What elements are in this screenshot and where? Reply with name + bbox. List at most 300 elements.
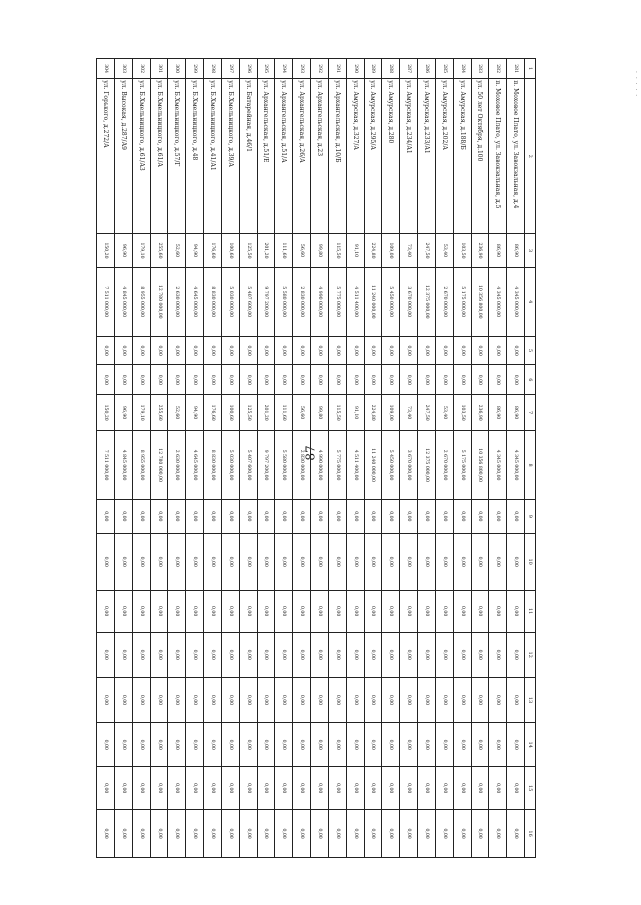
address-cell: ул. Архангельская, д.51/А: [275, 79, 293, 234]
table-cell: 179,10: [132, 395, 150, 431]
table-cell: 0,00: [114, 336, 132, 365]
column-header: 8: [525, 431, 536, 500]
table-cell: 0,00: [328, 677, 346, 722]
table-cell: 0,00: [275, 590, 293, 632]
table-cell: 0,00: [293, 365, 311, 395]
table-cell: 0,00: [221, 723, 239, 767]
table-cell: 53,40: [435, 234, 453, 267]
table-cell: 5 450 000,00: [382, 431, 400, 500]
table-cell: 0,00: [507, 590, 525, 632]
table-cell: 0,00: [471, 767, 489, 810]
table-cell: 0,00: [382, 365, 400, 395]
table-container: [96, 58, 536, 858]
table-cell: 0,00: [221, 500, 239, 533]
table-cell: 4 345 000,00: [489, 267, 507, 336]
table-row: [471, 59, 489, 858]
table-cell: 0,00: [418, 677, 436, 722]
table-cell: 0,00: [418, 723, 436, 767]
table-cell: 0,00: [257, 677, 275, 722]
table-cell: 0,00: [400, 632, 418, 677]
table-cell: 0,00: [257, 500, 275, 533]
table-cell: 0,00: [97, 365, 115, 395]
table-cell: 8 830 000,00: [204, 431, 222, 500]
table-cell: 0,00: [97, 632, 115, 677]
table-cell: 0,00: [328, 336, 346, 365]
table-cell: 0,00: [507, 677, 525, 722]
table-cell: 4 990 000,00: [311, 431, 329, 500]
column-header: 1: [525, 59, 536, 79]
table-cell: 0,00: [132, 677, 150, 722]
table-cell: 0,00: [382, 632, 400, 677]
table-cell: 0,00: [275, 723, 293, 767]
table-cell: 0,00: [471, 336, 489, 365]
table-cell: 0,00: [364, 533, 382, 590]
table-cell: 3 670 000,00: [400, 431, 418, 500]
table-cell: 0,00: [275, 677, 293, 722]
table-cell: 290: [346, 59, 364, 79]
table-cell: 0,00: [364, 590, 382, 632]
table-cell: 0,00: [328, 810, 346, 858]
table-cell: 201,20: [257, 234, 275, 267]
table-cell: 0,00: [471, 677, 489, 722]
table-cell: 100,60: [221, 395, 239, 431]
column-header: 15: [525, 767, 536, 810]
table-cell: 96,90: [114, 234, 132, 267]
table-cell: 0,00: [328, 500, 346, 533]
table-cell: 0,00: [435, 723, 453, 767]
table-cell: 284: [453, 59, 471, 79]
table-cell: 0,00: [507, 336, 525, 365]
table-cell: 73,40: [400, 234, 418, 267]
column-header: 12: [525, 632, 536, 677]
table-cell: 7 511 000,00: [97, 431, 115, 500]
table-cell: 0,00: [132, 810, 150, 858]
table-cell: 0,00: [507, 632, 525, 677]
table-cell: 0,00: [489, 533, 507, 590]
table-cell: 0,00: [186, 810, 204, 858]
table-cell: 0,00: [168, 632, 186, 677]
table-cell: 0,00: [221, 810, 239, 858]
table-cell: 94,90: [186, 395, 204, 431]
table-cell: 0,00: [382, 336, 400, 365]
table-cell: 282: [489, 59, 507, 79]
address-cell: ул. Амурская, д.327/А: [346, 79, 364, 234]
table-cell: 0,00: [382, 590, 400, 632]
table-cell: 0,00: [239, 500, 257, 533]
table-cell: 150,20: [97, 234, 115, 267]
column-header: 4: [525, 267, 536, 336]
table-cell: 0,00: [204, 365, 222, 395]
table-cell: 0,00: [114, 533, 132, 590]
table-cell: 0,00: [150, 767, 168, 810]
table-cell: 0,00: [400, 767, 418, 810]
table-cell: 0,00: [132, 533, 150, 590]
table-cell: 0,00: [507, 767, 525, 810]
table-cell: 4 345 000,00: [489, 431, 507, 500]
table-cell: 0,00: [382, 810, 400, 858]
table-cell: 4 345 000,00: [507, 267, 525, 336]
address-cell: ул. Горького, д.272/А: [97, 79, 115, 234]
table-cell: 111,60: [275, 395, 293, 431]
table-cell: 0,00: [239, 365, 257, 395]
table-cell: 281: [507, 59, 525, 79]
table-cell: 0,00: [382, 677, 400, 722]
table-cell: 0,00: [311, 723, 329, 767]
table-cell: 0,00: [364, 365, 382, 395]
table-row: [453, 59, 471, 858]
table-cell: 0,00: [150, 677, 168, 722]
table-cell: 0,00: [132, 590, 150, 632]
address-cell: ул. Высокая, д.287/А9: [114, 79, 132, 234]
table-cell: 0,00: [453, 723, 471, 767]
table-cell: 301: [150, 59, 168, 79]
table-cell: 2 830 000,00: [293, 431, 311, 500]
column-header: 3: [525, 234, 536, 267]
table-cell: 0,00: [114, 723, 132, 767]
table-row: [418, 59, 436, 858]
table-cell: 201,20: [257, 395, 275, 431]
table-cell: 0,00: [435, 767, 453, 810]
table-cell: 0,00: [204, 590, 222, 632]
table-cell: 0,00: [275, 632, 293, 677]
table-cell: 302: [132, 59, 150, 79]
table-row: [400, 59, 418, 858]
table-cell: 94,90: [186, 234, 204, 267]
table-cell: 56,60: [293, 395, 311, 431]
table-cell: 111,60: [275, 234, 293, 267]
table-cell: 86,90: [489, 234, 507, 267]
table-body: [97, 59, 525, 858]
table-cell: 9 797 200,00: [257, 431, 275, 500]
address-cell: ул. Амурская, д.280: [382, 79, 400, 234]
table-cell: 289: [364, 59, 382, 79]
table-cell: 0,00: [471, 590, 489, 632]
table-cell: 9 797 200,00: [257, 267, 275, 336]
table-cell: 12 780 000,00: [150, 267, 168, 336]
table-cell: 0,00: [114, 632, 132, 677]
table-cell: 0,00: [435, 810, 453, 858]
table-cell: 0,00: [97, 500, 115, 533]
table-cell: 0,00: [186, 533, 204, 590]
table-row: [221, 59, 239, 858]
address-cell: ул. Амурская, д.295/А: [364, 79, 382, 234]
table-cell: 0,00: [239, 810, 257, 858]
table-cell: 0,00: [400, 590, 418, 632]
table-cell: 0,00: [328, 767, 346, 810]
table-cell: 52,60: [168, 234, 186, 267]
table-cell: 0,00: [418, 590, 436, 632]
table-cell: 247,50: [418, 234, 436, 267]
table-cell: 0,00: [364, 810, 382, 858]
table-cell: 285: [435, 59, 453, 79]
table-cell: 4 990 000,00: [311, 267, 329, 336]
table-cell: 0,00: [168, 677, 186, 722]
address-cell: ул. 50 лет Октября, д.100: [471, 79, 489, 234]
table-cell: 115,50: [328, 234, 346, 267]
table-cell: 0,00: [204, 336, 222, 365]
table-cell: 0,00: [364, 677, 382, 722]
address-cell: ул. Архангельская, д.26/А: [293, 79, 311, 234]
table-cell: 179,10: [132, 234, 150, 267]
table-cell: 0,00: [328, 632, 346, 677]
table-cell: 0,00: [293, 500, 311, 533]
page-number: 87: [303, 445, 318, 461]
table-cell: 0,00: [132, 723, 150, 767]
table-cell: 0,00: [328, 590, 346, 632]
table-cell: 103,50: [453, 395, 471, 431]
table-cell: 7 511 000,00: [97, 267, 115, 336]
table-row: [382, 59, 400, 858]
table-cell: 0,00: [221, 767, 239, 810]
table-cell: 86,90: [489, 395, 507, 431]
table-cell: 0,00: [489, 723, 507, 767]
table-cell: 0,00: [328, 365, 346, 395]
table-cell: 0,00: [221, 336, 239, 365]
table-cell: 0,00: [293, 632, 311, 677]
table-cell: 0,00: [275, 365, 293, 395]
address-cell: ул. Б.Хмельницкого, д.61/А: [150, 79, 168, 234]
address-cell: ул. Б.Хмельницкого, д.61/А3: [132, 79, 150, 234]
table-cell: 0,00: [453, 677, 471, 722]
table-cell: 0,00: [204, 723, 222, 767]
table-cell: 0,00: [132, 365, 150, 395]
table-cell: 0,00: [471, 810, 489, 858]
table-cell: 5 450 000,00: [382, 267, 400, 336]
table-cell: 0,00: [168, 723, 186, 767]
table-cell: 0,00: [293, 767, 311, 810]
table-cell: 0,00: [186, 632, 204, 677]
table-cell: 12 375 000,00: [418, 267, 436, 336]
table-cell: 0,00: [186, 767, 204, 810]
table-cell: 299: [186, 59, 204, 79]
table-cell: 86,90: [507, 395, 525, 431]
table-row: [346, 59, 364, 858]
table-cell: 255,60: [150, 234, 168, 267]
column-header: 13: [525, 677, 536, 722]
table-cell: 109,00: [382, 234, 400, 267]
table-cell: 0,00: [418, 767, 436, 810]
table-cell: 11 240 000,00: [364, 267, 382, 336]
table-cell: 0,00: [97, 767, 115, 810]
table-cell: 0,00: [328, 723, 346, 767]
table-cell: 0,00: [239, 336, 257, 365]
table-cell: 4 845 000,00: [114, 431, 132, 500]
table-cell: 0,00: [435, 365, 453, 395]
table-cell: 0,00: [418, 365, 436, 395]
table-cell: 0,00: [114, 500, 132, 533]
table-cell: 0,00: [346, 677, 364, 722]
table-cell: 8 955 000,00: [132, 431, 150, 500]
table-cell: 91,10: [346, 234, 364, 267]
table-cell: 0,00: [507, 500, 525, 533]
address-cell: ул. Б.Хмельницкого, д.57/Г: [168, 79, 186, 234]
table-cell: 0,00: [97, 336, 115, 365]
address-cell: ул. Б.Хмельницкого, д.48: [186, 79, 204, 234]
table-cell: 5 775 000,00: [328, 267, 346, 336]
table-cell: 0,00: [400, 336, 418, 365]
address-cell: п. Моховое Плато, ул. Завокзальная, д.4: [507, 79, 525, 234]
column-header: 2: [525, 79, 536, 234]
table-cell: 0,00: [204, 500, 222, 533]
table-cell: 0,00: [239, 767, 257, 810]
table-cell: 0,00: [275, 500, 293, 533]
table-cell: 0,00: [150, 810, 168, 858]
table-cell: 0,00: [507, 365, 525, 395]
table-cell: 293: [293, 59, 311, 79]
table-cell: 0,00: [489, 500, 507, 533]
table-cell: 103,50: [453, 234, 471, 267]
table-row: [435, 59, 453, 858]
table-cell: 0,00: [435, 632, 453, 677]
table-cell: 5 775 000,00: [328, 431, 346, 500]
table-cell: 0,00: [132, 767, 150, 810]
table-cell: 0,00: [489, 632, 507, 677]
table-cell: 0,00: [435, 533, 453, 590]
table-cell: 0,00: [293, 810, 311, 858]
table-cell: 2 830 000,00: [293, 267, 311, 336]
table-cell: 86,90: [507, 234, 525, 267]
table-cell: 0,00: [311, 365, 329, 395]
table-cell: 295: [257, 59, 275, 79]
table-cell: 176,60: [204, 395, 222, 431]
table-cell: 0,00: [311, 533, 329, 590]
table-cell: 236,90: [471, 234, 489, 267]
table-cell: 0,00: [275, 533, 293, 590]
table-cell: 0,00: [150, 590, 168, 632]
table-cell: 4 845 000,00: [114, 267, 132, 336]
table-cell: 0,00: [489, 336, 507, 365]
table-cell: 0,00: [346, 767, 364, 810]
table-cell: 0,00: [293, 677, 311, 722]
table-cell: 0,00: [293, 336, 311, 365]
table-cell: 294: [275, 59, 293, 79]
address-cell: ул. Б.Хмельницкого, д.41/А1: [204, 79, 222, 234]
table-cell: 0,00: [97, 723, 115, 767]
table-cell: 0,00: [400, 677, 418, 722]
column-header: 6: [525, 365, 536, 395]
table-cell: 8 830 000,00: [204, 267, 222, 336]
table-cell: 0,00: [186, 723, 204, 767]
table-cell: 0,00: [168, 590, 186, 632]
table-cell: 0,00: [489, 767, 507, 810]
table-cell: 0,00: [489, 590, 507, 632]
table-cell: 0,00: [400, 533, 418, 590]
table-cell: 255,60: [150, 395, 168, 431]
table-cell: 0,00: [435, 336, 453, 365]
table-cell: 0,00: [453, 365, 471, 395]
table-cell: 0,00: [168, 365, 186, 395]
table-cell: 4 345 000,00: [507, 431, 525, 500]
table-row: [507, 59, 525, 858]
table-cell: 0,00: [311, 632, 329, 677]
table-cell: 0,00: [418, 336, 436, 365]
table-header-row: [525, 59, 536, 858]
table-cell: 0,00: [453, 336, 471, 365]
table-cell: 0,00: [186, 590, 204, 632]
table-row: [489, 59, 507, 858]
table-cell: 100,60: [221, 234, 239, 267]
column-header: 7: [525, 395, 536, 431]
table-cell: 0,00: [257, 723, 275, 767]
table-cell: 10 356 800,00: [471, 431, 489, 500]
table-cell: 0,00: [204, 533, 222, 590]
table-cell: 0,00: [150, 336, 168, 365]
table-row: [364, 59, 382, 858]
table-cell: 224,80: [364, 395, 382, 431]
table-cell: 0,00: [489, 677, 507, 722]
table-cell: 0,00: [257, 533, 275, 590]
table-cell: 0,00: [346, 533, 364, 590]
table-cell: 0,00: [204, 767, 222, 810]
table-cell: 5 175 000,00: [453, 267, 471, 336]
table-cell: 0,00: [346, 590, 364, 632]
table-cell: 4 645 000,00: [186, 267, 204, 336]
table-cell: 0,00: [435, 500, 453, 533]
table-cell: 5 580 000,00: [275, 267, 293, 336]
table-cell: 0,00: [257, 632, 275, 677]
address-cell: п. Моховое Плато, ул. Завокзальная, д.5: [489, 79, 507, 234]
table-cell: 0,00: [328, 533, 346, 590]
table-cell: 0,00: [364, 500, 382, 533]
table-cell: 303: [114, 59, 132, 79]
table-cell: 0,00: [311, 677, 329, 722]
table-cell: 0,00: [311, 336, 329, 365]
table-row: [114, 59, 132, 858]
table-cell: 0,00: [364, 632, 382, 677]
table-cell: 0,00: [168, 336, 186, 365]
address-cell: ул. Амурская, д.188/Б: [453, 79, 471, 234]
table-cell: 0,00: [382, 723, 400, 767]
table-cell: 0,00: [453, 500, 471, 533]
table-cell: 5 030 000,00: [221, 267, 239, 336]
table-row: [168, 59, 186, 858]
table-cell: 0,00: [346, 336, 364, 365]
table-cell: 0,00: [114, 810, 132, 858]
table-cell: 0,00: [114, 767, 132, 810]
table-cell: 0,00: [186, 365, 204, 395]
table-cell: 53,40: [435, 395, 453, 431]
table-cell: 0,00: [239, 590, 257, 632]
table-cell: 0,00: [489, 810, 507, 858]
table-cell: 0,00: [346, 810, 364, 858]
table-cell: 0,00: [239, 533, 257, 590]
address-cell: ул. Батарейная, д.46/1: [239, 79, 257, 234]
table-cell: 0,00: [168, 767, 186, 810]
table-cell: 0,00: [186, 677, 204, 722]
table-cell: 0,00: [257, 365, 275, 395]
table-cell: 0,00: [97, 677, 115, 722]
table-cell: 0,00: [150, 632, 168, 677]
address-cell: ул. Амурская, д.233/А1: [418, 79, 436, 234]
table-cell: 2 630 000,00: [168, 267, 186, 336]
table-cell: 0,00: [364, 767, 382, 810]
table-cell: 8 955 000,00: [132, 267, 150, 336]
table-cell: 224,80: [364, 234, 382, 267]
table-cell: 0,00: [507, 723, 525, 767]
table-cell: 0,00: [471, 365, 489, 395]
address-cell: ул. Архангельская, д.51/Е: [257, 79, 275, 234]
table-cell: 0,00: [435, 590, 453, 632]
table-cell: 0,00: [507, 533, 525, 590]
table-cell: 52,60: [168, 395, 186, 431]
table-cell: 0,00: [204, 632, 222, 677]
table-cell: 4 511 400,00: [346, 431, 364, 500]
table-cell: 0,00: [97, 810, 115, 858]
scan-corner-marks: · · · · ·: [634, 70, 641, 97]
table-cell: 5 407 600,00: [239, 267, 257, 336]
table-cell: 0,00: [382, 767, 400, 810]
table-cell: 99,80: [311, 395, 329, 431]
